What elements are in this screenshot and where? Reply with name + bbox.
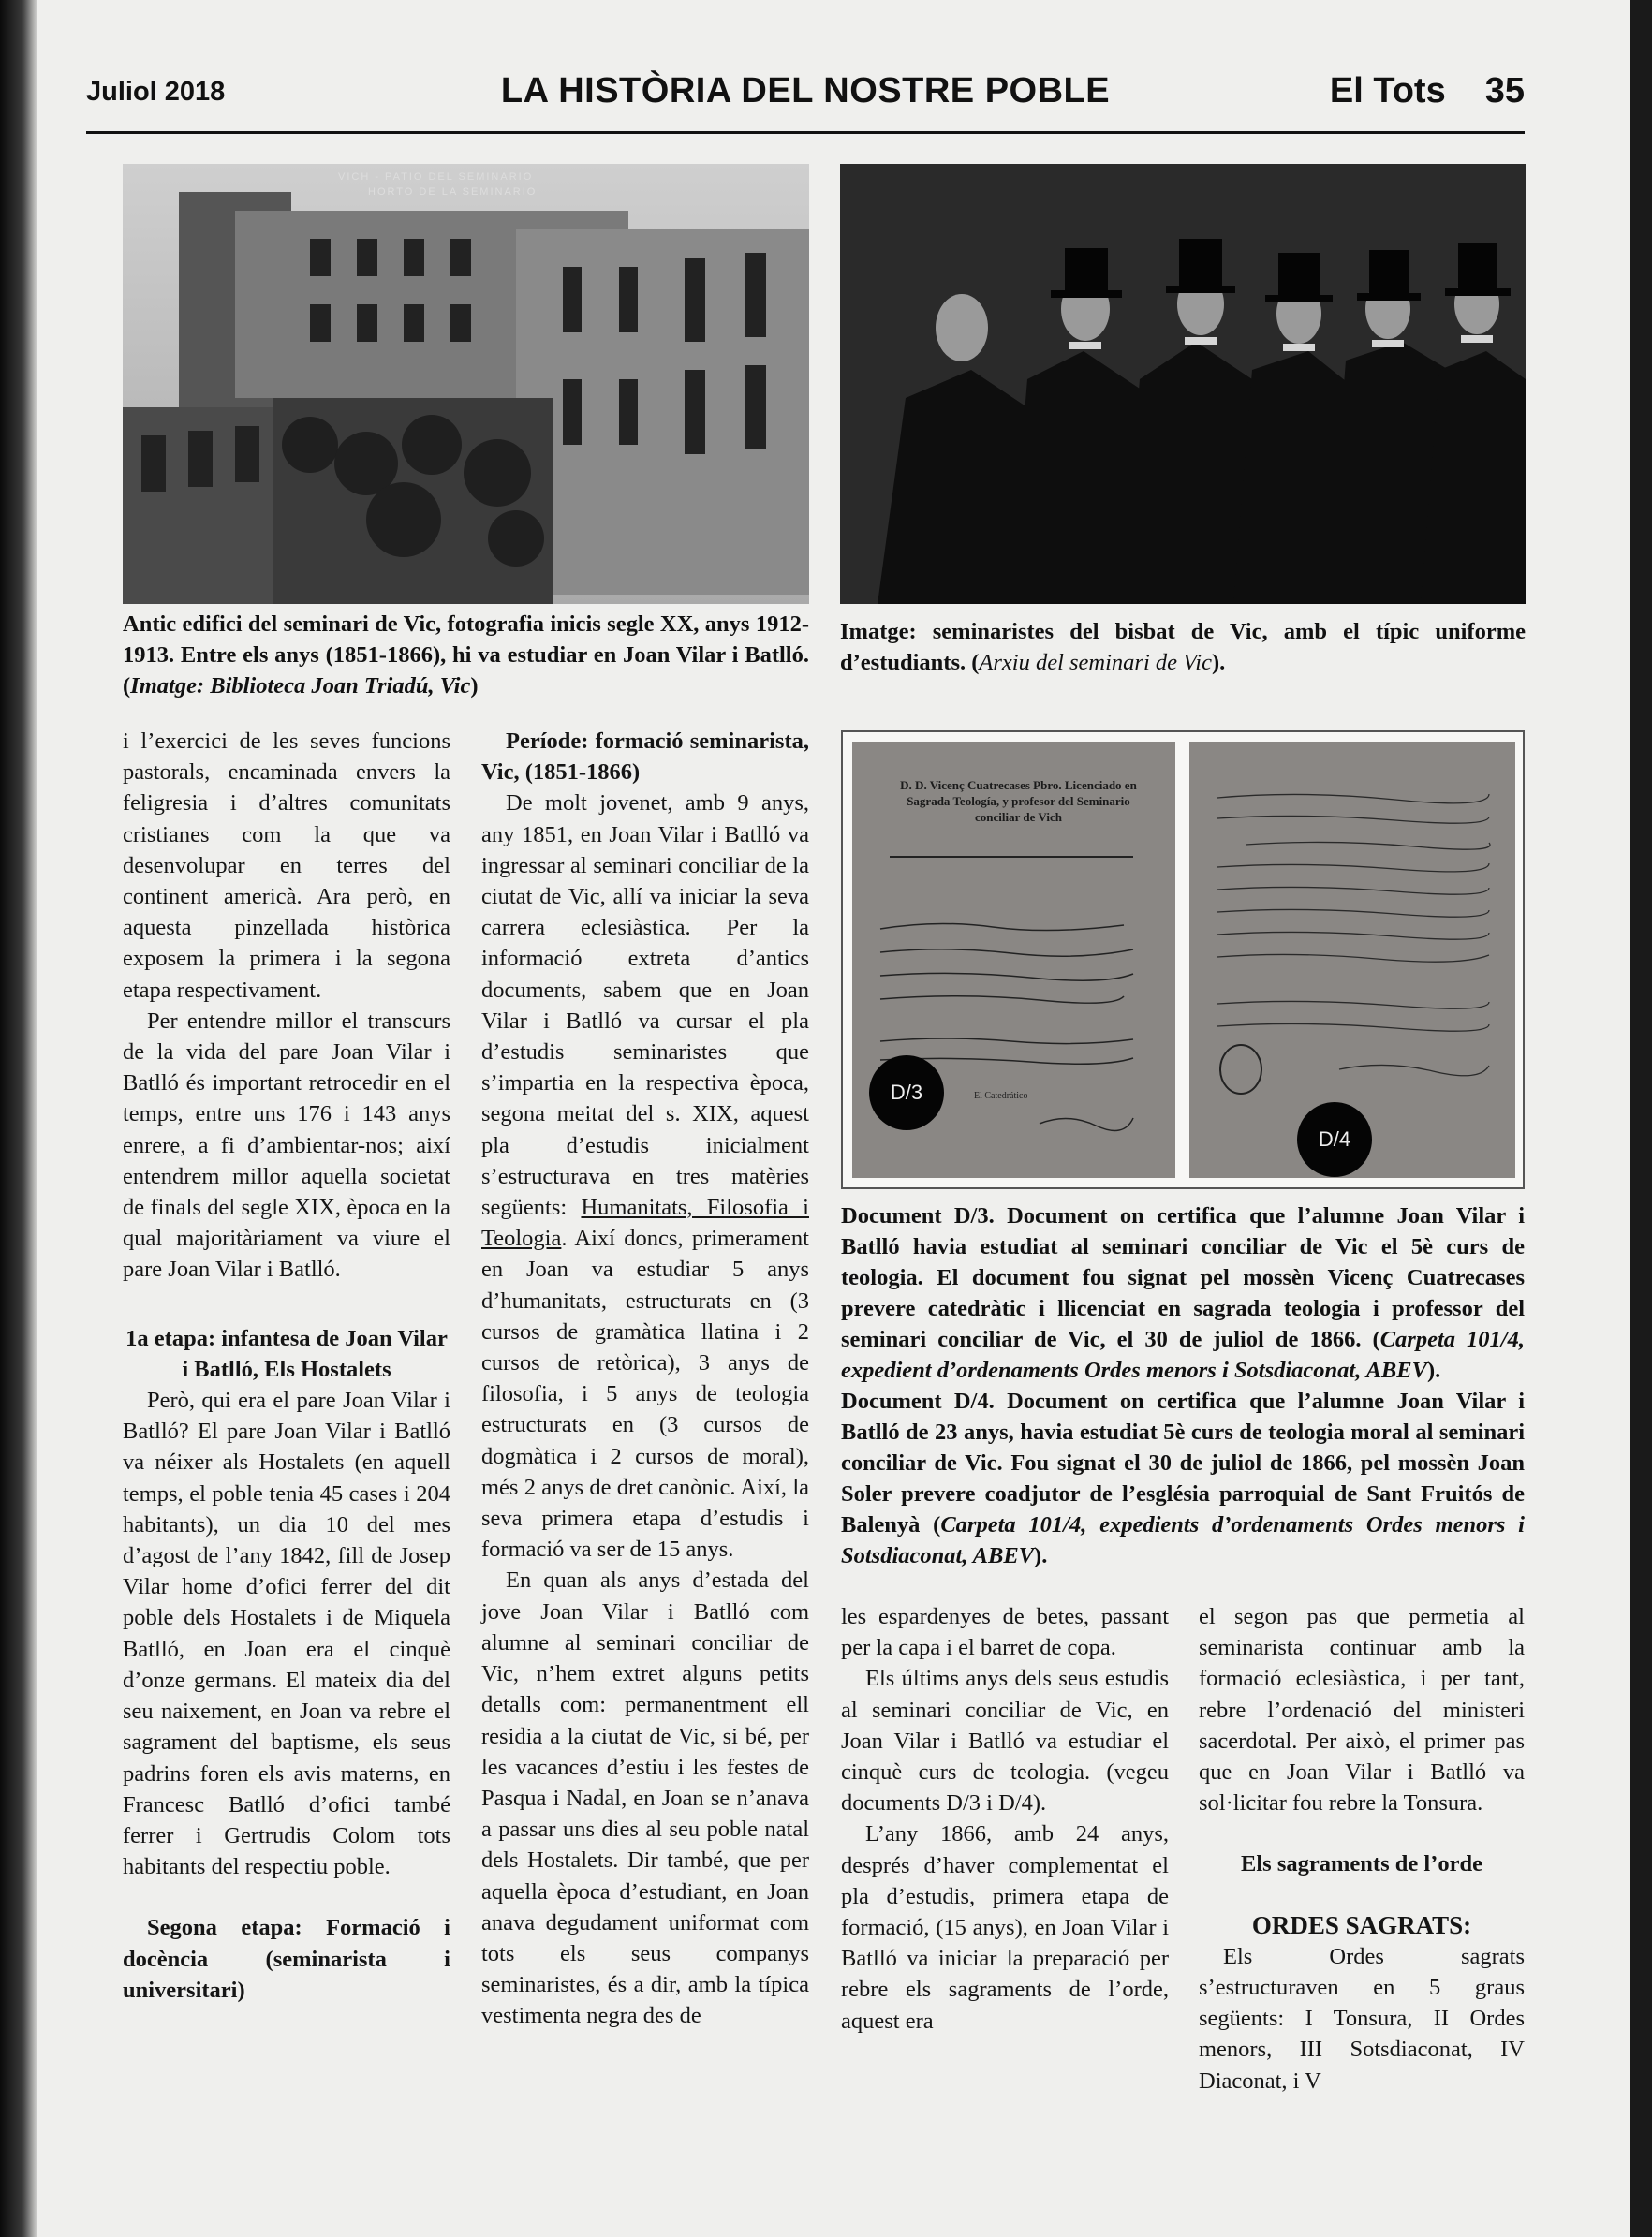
document-d4-caption-close: ).	[1034, 1543, 1048, 1568]
document-d3-credit: Carpeta 101/4, expedient d’ordenaments Ordes menors i Sotsdiaconat, ABEV	[841, 1327, 1525, 1383]
col4-heading-1: Els sagraments de l’orde	[1241, 1851, 1482, 1877]
col1-paragraph-2: Per entendre millor el transcurs de la vida del pare Joan Vilar i Batlló és important retrocedir en el temps, entre uns 176 i 143 anys enrere, a fi d’ambientar-nos; així entendrem millor aquella societat de finals del segle XIX, època en la qual majoritàriament va viure el pare Joan Vilar i Batlló.	[123, 1008, 450, 1283]
right-caption-text: Imatge: seminaristes del bisbat de Vic, amb el típic uniforme d’estudiants. (	[840, 619, 1526, 675]
text-column-2	[481, 726, 809, 2032]
header-rule	[86, 131, 1525, 134]
col4-paragraph-0: el segon pas que permetia al seminarista continuar amb la formació eclesiàstica, i per tant, rebre l’ordenació del ministeri sacerdotal. Per això, el primer pas que en Joan Vilar i Batlló va sol·licitar fou rebre la Tonsura.	[1199, 1604, 1525, 1817]
document-d3-heading: D. D. Vicenç Cuatrecases Pbro. Licenciado en Sagrada Teología, y profesor del Seminario conciliar de Vich	[900, 778, 1137, 824]
col1-paragraph-1: i l’exercici de les seves funcions pastorals, encaminada envers la feligresia i d’altres comunitats cristianes com la que va desenvolupar en terres del continent americà. Ara però, en aquesta pinzellada històrica exposem la primera i la segona etapa respectivament.	[123, 728, 450, 1003]
document-d3-caption-close: ).	[1426, 1358, 1441, 1383]
col1-heading-2: Segona etapa: Formació i docència (seminarista i universitari)	[123, 1915, 450, 2003]
photo-label-line1: VICH - PATIO DEL SEMINARIO	[338, 171, 534, 183]
publication-name: El Tots	[1329, 71, 1446, 110]
page-header	[86, 67, 1525, 122]
col3-paragraph-0: les espardenyes de betes, passant per la capa i el barret de copa.	[841, 1604, 1169, 1661]
text-column-1	[123, 726, 450, 2006]
col2-heading-1: Període: formació seminarista, Vic, (1851-1866)	[481, 728, 809, 786]
seminary-courtyard-photo	[123, 164, 809, 604]
text-column-3	[841, 1601, 1169, 2037]
section-title: LA HISTÒRIA DEL NOSTRE POBLE	[500, 71, 1111, 110]
col2-subjects-underlined: Humanitats, Filosofia i Teologia	[481, 1195, 809, 1252]
documents-caption	[841, 1200, 1525, 1571]
col1-paragraph-3: Però, qui era el pare Joan Vilar i Batlló? El pare Joan Vilar i Batlló va néixer als Hostalets (en aquell temps, el poble tenia 45 cases i 204 habitants), un dia 10 del mes d’agost de l’any 1842, fill de Josep Vilar home d’ofici ferrer del dit poble dels Hostalets i de Miquela Batlló, en Joan era el cinquè d’onze germans. El mateix dia del seu naixement, en Joan va rebre el sagrament del baptisme, els seus padrins foren els avis materns, en Francesc Batlló d’ofici també ferrer i Gertrudis Colom tots habitants del respectiu poble.	[123, 1388, 450, 1880]
col4-heading-2: ORDES SAGRATS:	[1251, 1910, 1472, 1939]
courtyard-illustration	[123, 164, 809, 604]
seminarians-illustration	[840, 164, 1526, 604]
page-number: 35	[1484, 71, 1525, 110]
panel-divider	[1183, 732, 1187, 1187]
left-photo-caption	[123, 609, 809, 701]
right-caption-credit: Arxiu del seminari de Vic	[979, 650, 1212, 675]
document-d3-caption: Document D/3. Document on certifica que l’alumne Joan Vilar i Batlló havia estudiat al seminari conciliar de Vic el 5è curs de teologia. El document fou signat pel mossèn Vicenç Cuatrecases prevere catedràtic i llicenciat en sagrada teologia i professor del seminari conciliar de Vic, el 30 de juliol de 1866. (	[841, 1203, 1525, 1352]
right-caption-close: ).	[1211, 650, 1226, 675]
document-d4-credit: Carpeta 101/4, expedients d’ordenaments Ordes menors i Sotsdiaconat, ABEV	[841, 1512, 1525, 1568]
right-photo-caption	[840, 616, 1526, 678]
left-caption-text: Antic edifici del seminari de Vic, fotografia inicis segle XX, anys 1912-1913. Entre els anys (1851-1866), hi va estudiar en Joan Vilar i Batlló. (	[123, 611, 809, 699]
document-d3-scan	[852, 742, 1175, 1178]
documents-panel	[841, 730, 1525, 1189]
col3-paragraph-2: L’any 1866, amb 24 anys, després d’haver complementat el pla d’estudis, primera etapa de formació, (15 anys), en Joan Vilar i Batlló va iniciar la preparació per rebre els sagraments de l’orde, aquest era	[841, 1821, 1169, 2034]
document-d3-badge: D/3	[869, 1055, 944, 1130]
document-d4-badge: D/4	[1297, 1102, 1372, 1177]
binding-spine	[0, 0, 37, 2237]
document-d4-scan	[1189, 742, 1515, 1178]
publication-block	[1330, 71, 1525, 111]
issue-date: Juliol 2018	[86, 77, 226, 107]
document-d4-seal	[1220, 1045, 1261, 1094]
col2-paragraph-1-end: . Així doncs, primerament en Joan va estudiar 5 anys d’humanitats, estructurats en (3 cursos de gramàtica llatina i 2 cursos de retòrica), 3 anys de filosofia, i 5 anys de teologia estructurats en (3 cursos de dogmàtica i 2 cursos de moral), més 2 anys de dret canònic. Així, la seva primera etapa d’estudis i formació va ser de 15 anys.	[481, 1226, 809, 1563]
col2-paragraph-1	[481, 787, 809, 1565]
seminarians-photo	[840, 164, 1526, 604]
col2-paragraph-2: En quan als anys d’estada del jove Joan Vilar i Batlló com alumne al seminari conciliar de Vic, n’hem extret alguns petits detalls com: permanentment ell residia a la ciutat de Vic, si bé, per les vacances d’estiu i les festes de Pasqua i Nadal, en Joan se n’anava a passar uns dies al seu poble natal dels Hostalets. Dir també, que per aquella època d’estudiant, en Joan anava degudament uniformat com tots els seus companys seminaristes, és a dir, amb la típica vestimenta negra des de	[481, 1567, 809, 2029]
col2-paragraph-1-text: De molt jovenet, amb 9 anys, any 1851, en Joan Vilar i Batlló va ingressar al seminari conciliar de la ciutat de Vic, allí va iniciar la seva carrera eclesiàstica. Per la informació extreta d’antics documents, sabem que en Joan Vilar i Batlló va cursar el pla d’estudis seminaristes que s’impartia en la respectiva època, segona meitat del s. XIX, aquest pla d’estudis inicialment s’estructurava en tres matèries següents:	[481, 790, 809, 1221]
left-caption-close: )	[470, 673, 479, 699]
document-d3-signature-label: El Catedrático	[974, 1091, 1028, 1101]
text-column-4	[1199, 1601, 1525, 2097]
photo-label-line2: HORTO DE LA SEMINARIO	[368, 186, 538, 198]
col4-paragraph-1: Els Ordes sagrats s’estructuraven en 5 graus següents: I Tonsura, II Ordes menors, III Sotsdiaconat, IV Diaconat, i V	[1199, 1943, 1525, 2094]
document-d4-caption: Document D/4. Document on certifica que l’alumne Joan Vilar i Batlló de 23 anys, havia estudiat 5è curs de teologia moral al seminari conciliar de Vic. Fou signat el 30 de juliol de 1866, pel mossèn Joan Soler prevere coadjutor de l’església parroquial de Sant Fruitós de Balenyà (	[841, 1389, 1525, 1538]
col1-heading-1: 1a etapa: infantesa de Joan Vilar i Batlló, Els Hostalets	[125, 1325, 448, 1382]
col3-paragraph-1: Els últims anys dels seus estudis al seminari conciliar de Vic, en Joan Vilar i Batlló va estudiar el cinquè curs de teologia. (vegeu documents D/3 i D/4).	[841, 1666, 1169, 1817]
left-caption-credit: Imatge: Biblioteca Joan Triadú, Vic	[130, 673, 471, 699]
